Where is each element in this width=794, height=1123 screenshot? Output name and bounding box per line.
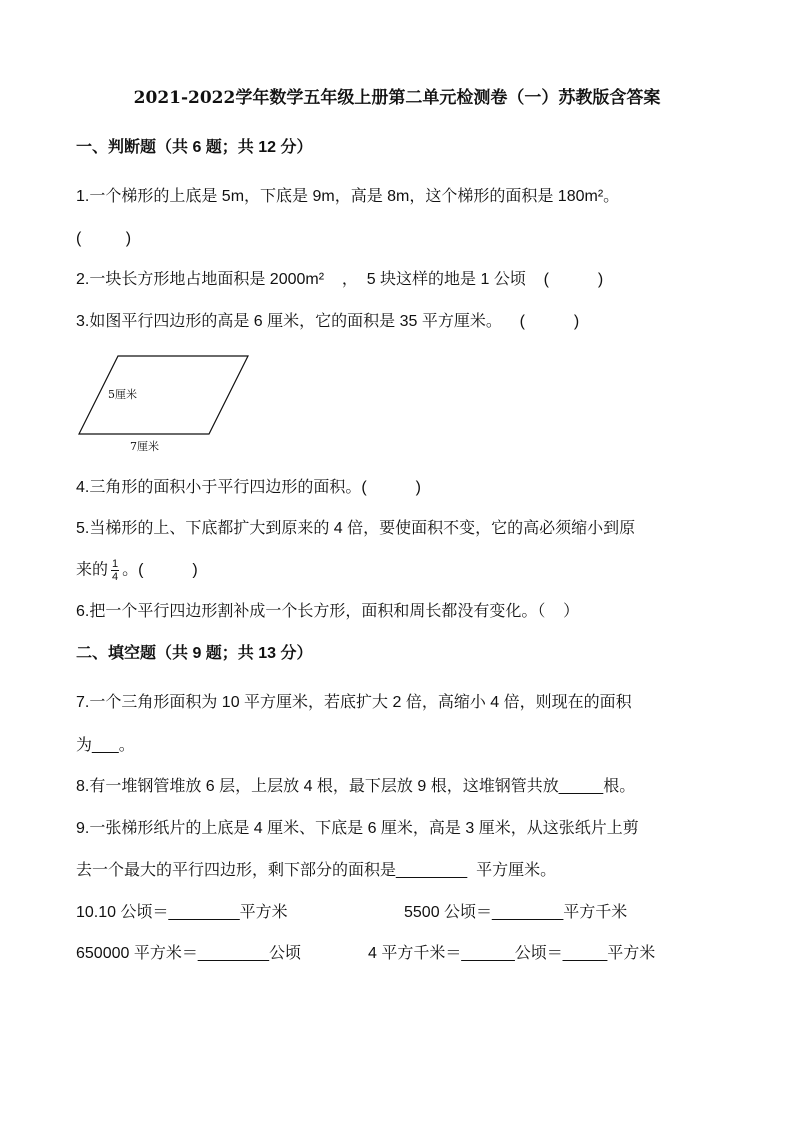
section-heading-judgment: 一、判断题（共 6 题；共 12 分） [76, 139, 313, 156]
question-7-line-2: 为___。 [76, 737, 135, 754]
parallelogram-figure [72, 350, 262, 460]
question-5-suffix: 。( ) [122, 561, 198, 579]
fraction-denominator: 4 [112, 571, 119, 583]
side-length-label: 5厘米 [108, 388, 137, 401]
question-4: 4.三角形的面积小于平行四边形的面积。( ) [76, 479, 421, 496]
section-heading-fill-blank: 二、填空题（共 9 题；共 13 分） [76, 645, 313, 662]
base-length-label: 7厘米 [130, 440, 159, 453]
question-9-line-2: 去一个最大的平行四边形，剩下部分的面积是________ 平方厘米。 [76, 862, 557, 879]
question-5-prefix: 来的 [76, 561, 109, 579]
question-6: 6.把一个平行四边形割补成一个长方形，面积和周长都没有变化。（ ） [76, 603, 580, 620]
question-3: 3.如图平行四边形的高是 6 厘米，它的面积是 35 平方厘米。 ( ) [76, 313, 580, 330]
question-2: 2.一块长方形地占地面积是 2000m² ， 5 块这样的地是 1 公顷 ( ) [76, 271, 604, 288]
question-1: 1.一个梯形的上底是 5m，下底是 9m，高是 8m，这个梯形的面积是 180m²。 [76, 188, 620, 205]
question-1-answer-paren: ( ) [76, 230, 132, 247]
question-10-part-d: 4 平方千米＝______公顷＝_____平方米 [368, 945, 656, 962]
page-title: 2021-2022学年数学五年级上册第二单元检测卷（一）苏教版含答案 [133, 88, 661, 108]
question-5-line-2 [76, 558, 198, 583]
question-10-part-b: 5500 公顷＝________平方千米 [404, 904, 628, 921]
question-10-part-a: 10.10 公顷＝________平方米 [76, 904, 288, 921]
question-9-line-1: 9.一张梯形纸片的上底是 4 厘米、下底是 6 厘米，高是 3 厘米，从这张纸片上剪 [76, 820, 639, 837]
question-8: 8.有一堆钢管堆放 6 层，上层放 4 根，最下层放 9 根，这堆钢管共放_____根。 [76, 778, 636, 795]
question-7-line-1: 7.一个三角形面积为 10 平方厘米，若底扩大 2 倍，高缩小 4 倍，则现在的面积 [76, 694, 632, 711]
parallelogram-shape [79, 356, 248, 434]
one-quarter-fraction [111, 558, 119, 583]
fraction-numerator: 1 [112, 558, 119, 570]
question-5-line-1: 5.当梯形的上、下底都扩大到原来的 4 倍，要使面积不变，它的高必须缩小到原 [76, 520, 636, 537]
question-10-part-c: 650000 平方米＝________公顷 [76, 945, 302, 962]
